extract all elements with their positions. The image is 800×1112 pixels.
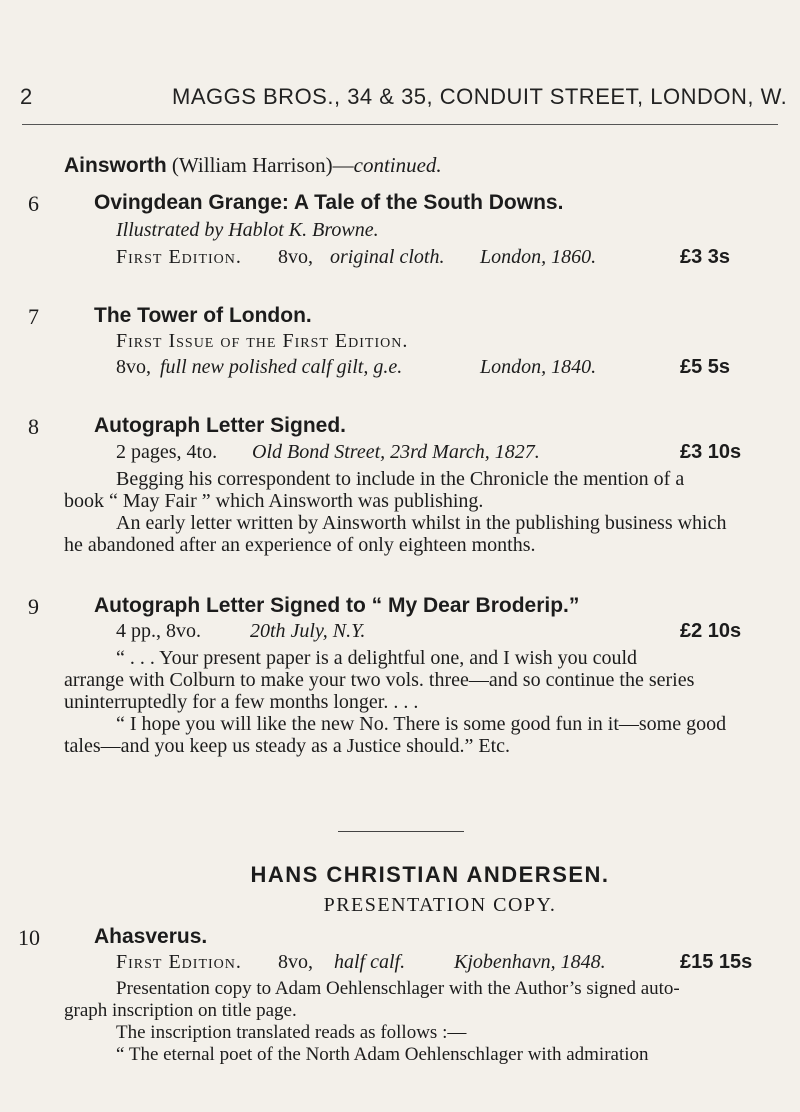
section-continued: continued. — [353, 153, 442, 177]
section-author-rest: (William Harrison)— — [171, 153, 354, 177]
entry-edition: First Edition. — [116, 246, 242, 268]
presentation-copy-label: PRESENTATION COPY. — [323, 894, 557, 916]
entry-title: The Tower of London. — [94, 304, 312, 327]
header-title: MAGGS BROS., 34 & 35, CONDUIT STREET, LONDON, W. — [172, 84, 788, 109]
entry-imprint: London, 1860. — [480, 246, 597, 268]
entry-price: £15 15s — [680, 951, 753, 973]
entry-binding: half calf. — [334, 951, 406, 973]
entry-description: book “ May Fair ” which Ainsworth was publishing. — [64, 490, 484, 512]
entry-binding: full new polished calf gilt, g.e. — [160, 356, 403, 378]
entry-edition: First Edition. — [116, 951, 242, 973]
entry-quote: “ The eternal poet of the North Adam Oehlenschlager with admiration — [116, 1044, 649, 1064]
entry-binding: original cloth. — [330, 246, 445, 268]
andersen-heading: HANS CHRISTIAN ANDERSEN. — [250, 862, 610, 887]
entry-number: 6 — [28, 191, 39, 216]
section-divider — [338, 831, 464, 832]
entry-description: graph inscription on title page. — [64, 1000, 297, 1021]
entry-note: An early letter written by Ainsworth whilst in the publishing business which — [116, 512, 727, 534]
entry-collation: 4 pp., 8vo. — [116, 620, 201, 642]
entry-illustrator: Illustrated by Hablot K. Browne. — [116, 219, 379, 241]
entry-quote: tales—and you keep us steady as a Justice should.” Etc. — [64, 735, 510, 757]
entry-format: 8vo, — [116, 356, 151, 378]
entry-title: Ahasverus. — [94, 925, 208, 948]
header-rule — [22, 124, 778, 125]
entry-note: he abandoned after an experience of only eighteen months. — [64, 534, 536, 556]
entry-price: £3 3s — [680, 246, 731, 268]
entry-quote: uninterruptedly for a few months longer. . . . — [64, 691, 419, 713]
section-author: Ainsworth — [64, 154, 167, 177]
entry-description: Begging his correspondent to include in the Chronicle the mention of a — [116, 468, 685, 490]
entry-title: Ovingdean Grange: A Tale of the South Downs. — [94, 191, 564, 214]
entry-number: 8 — [28, 414, 39, 439]
entry-imprint: Kjobenhavn, 1848. — [454, 951, 606, 973]
entry-format: 8vo, — [278, 246, 313, 268]
entry-price: £3 10s — [680, 441, 742, 463]
entry-number: 7 — [28, 304, 39, 329]
entry-dateline: 20th July, N.Y. — [250, 620, 366, 642]
page-number: 2 — [20, 84, 33, 109]
entry-collation: 2 pages, 4to. — [116, 441, 218, 463]
entry-dateline: Old Bond Street, 23rd March, 1827. — [252, 441, 540, 463]
entry-quote: “ I hope you will like the new No. There is some good fun in it—some good — [116, 713, 727, 735]
entry-format: 8vo, — [278, 951, 313, 973]
entry-price: £2 10s — [680, 620, 742, 642]
entry-imprint: London, 1840. — [480, 356, 597, 378]
entry-price: £5 5s — [680, 356, 731, 378]
entry-description: Presentation copy to Adam Oehlenschlager with the Author’s signed auto- — [116, 978, 680, 999]
entry-note: The inscription translated reads as follows :— — [116, 1022, 467, 1043]
entry-quote: arrange with Colburn to make your two vols. three—and so continue the series — [64, 669, 695, 691]
entry-number: 9 — [28, 594, 39, 619]
entry-title: Autograph Letter Signed to “ My Dear Broderip.” — [94, 594, 580, 617]
entry-number: 10 — [18, 925, 40, 950]
entry-issue: First Issue of the First Edition. — [116, 330, 409, 352]
section-title — [64, 153, 442, 178]
entry-10-notes — [64, 978, 786, 1064]
entry-quote: “ . . . Your present paper is a delightful one, and I wish you could — [116, 647, 638, 669]
entry-title: Autograph Letter Signed. — [94, 414, 346, 437]
